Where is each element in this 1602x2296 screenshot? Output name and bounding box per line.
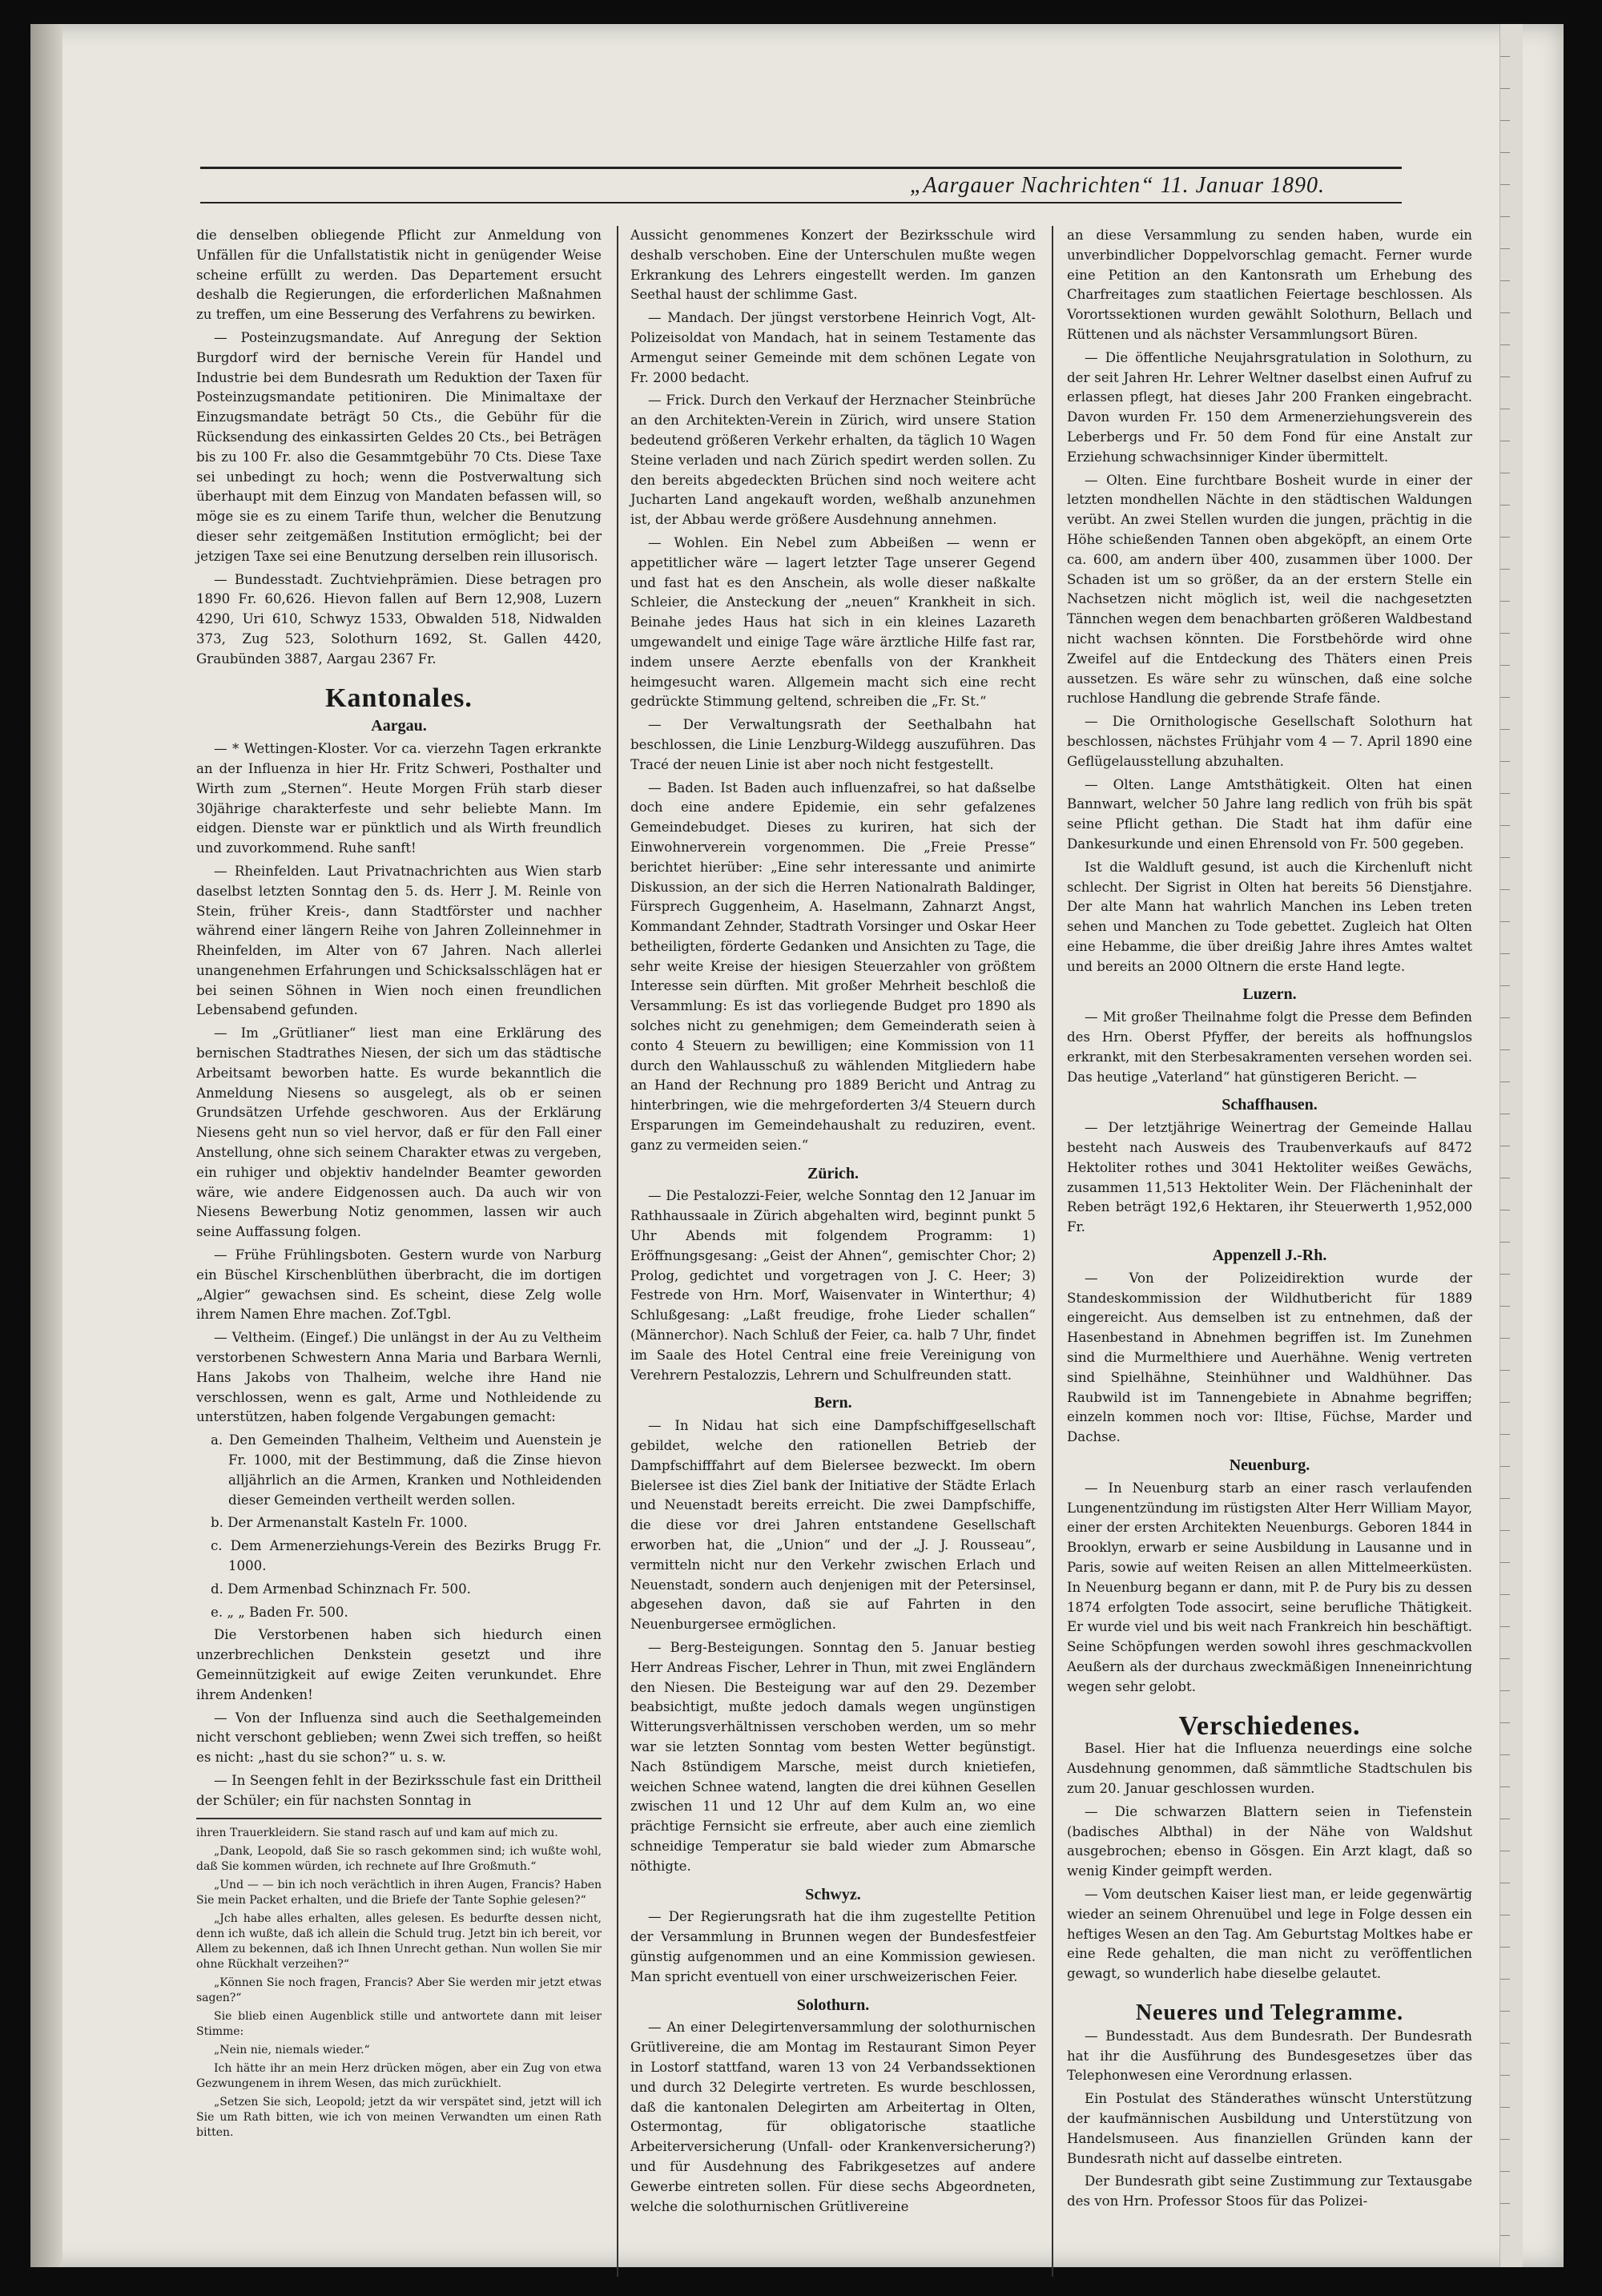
article-paragraph: — Baden. Ist Baden auch influenzafrei, so hat daßselbe doch eine andere Epidemie, ein sehr gefalzenes Gemeindebudget. Dieses zu kuriren, hat sich der Einwohnerverein vorgenommen. Die „Freie Presse“ berichtet hierüber: „Eine sehr interessante und animirte Diskussion, an der sich die Herren Nationalrath Baldinger, Fürsprech Guggenheim, A. Haselmann, Zahnarzt Angst, Kommandant Zehnder, Stadtrath Vorsinger und Oskar Heer betheiligten, förderte Gedanken und Ansichten zu Tage, die sehr weite Kreise der hiesigen Steuerzahler von größtem Interesse sein dürften. Mit großer Mehrheit beschloß die Versammlung: Es ist das vorliegende Budget pro 1890 als solches nicht zu genehmigen; dem Gemeinderath seien à conto 4 Steuern zu bewilligen; eine Kommission von 11 durch den Wahlausschuß zu wählenden Mitgliedern habe an Hand der Rechnung pro 1889 Bericht und Antrag zu hinterbringen, wie die mehrgeforderten 3/4 Steuern durch Ersparungen im Gemeindehaushalt zu reduziren, event. ganz zu vermeiden seien.“ bbox=[630, 779, 1036, 1153]
region-heading: Zürich. bbox=[807, 1164, 859, 1182]
ruler-tick bbox=[1500, 344, 1510, 345]
article-paragraph: — In Neuenburg starb an einer rasch verlaufenden Lungenentzündung im rüstigsten Alter Herr William Mayor, einer der ersten Architekten Neuenburgs. Geboren 1844 in Brooklyn, erwarb er seine Ausbildung in Lausanne und in Paris, sowie auf weiten Reisen an allen Mittelmeerküsten. In Neuenburg begann er dann, mit P. de Pury bis zu dessen 1874 erfolgten Tode associrt, seine berufliche Thätigkeit. Er wurde viel und bis weit nach Frankreich hin beschäftigt. Seine Schöpfungen werden sowohl ihres geschmackvollen Aeußern als der durchaus zweckmäßigen Inneneinrichtung wegen sehr gelobt. bbox=[1067, 1480, 1472, 1694]
bequest-item: b. Der Armenanstalt Kasteln Fr. 1000. bbox=[211, 1515, 468, 1531]
page-header bbox=[200, 167, 1402, 203]
ruler-tick bbox=[1500, 985, 1510, 986]
bequest-item: e. „ „ Baden Fr. 500. bbox=[211, 1604, 348, 1620]
header-rule-bottom bbox=[200, 202, 1402, 203]
article-paragraph: Ist die Waldluft gesund, ist auch die Kirchenluft nicht schlecht. Der Sigrist in Olten hat bereits 56 Dienstjahre. Der alte Mann hat wahrlich Manchen ins Leben treten sehen und Manchen zu Tode gebettet. Zugleich hat Olten eine Hebamme, die über dreißig Jahre ihres Amtes waltet und bereits an 2000 Oltnern die erste Hand legte. bbox=[1067, 859, 1472, 974]
ruler-tick bbox=[1500, 1306, 1510, 1307]
ruler-tick bbox=[1500, 633, 1510, 634]
feuilleton-paragraph: „Nein nie, niemals wieder.“ bbox=[214, 2043, 370, 2056]
section-heading: Neueres und Telegramme. bbox=[1135, 2000, 1404, 2025]
bequest-list bbox=[196, 1431, 602, 1622]
ruler-tick bbox=[1500, 1979, 1510, 1980]
article-paragraph: die denselben obliegende Pflicht zur Anmeldung von Unfällen für die Unfallstatistik nicht in genügender Weise scheine erfüllt zu werden. Das Departement ersucht deshalb die Regierungen, die erforderlichen Maßnahmen zu treffen, um eine Besserung des Verfahrens zu bewirken. bbox=[196, 228, 602, 323]
ruler-tick bbox=[1500, 312, 1510, 313]
ruler-tick bbox=[1500, 152, 1510, 153]
ruler-tick bbox=[1500, 2171, 1510, 2172]
ruler-tick bbox=[1500, 569, 1510, 570]
article-paragraph: — Berg-Besteigungen. Sonntag den 5. Januar bestieg Herr Andreas Fischer, Lehrer in Thun, mit zwei Engländern den Niesen. Die Besteigung war auf den 29. Dezember beabsichtigt, mußte jedoch damals wegen ungünstigen Witterungsverhältnissen verschoben werden, um so mehr war sie letzten Sonntag vom besten Wetter begünstigt. Nach 8stündigem Marsche, meist durch knietiefen, weichen Schnee watend, langten die drei kühnen Gesellen zwischen 11 und 12 Uhr auf dem Kulm an, wo eine prächtige Fernsicht sie erfreute, aber auch eine ziemlich schneidige Temperatur sie bald wieder zum Abmarsche nöthigte. bbox=[630, 1639, 1036, 1874]
ruler-tick bbox=[1500, 537, 1510, 538]
ruler-tick bbox=[1500, 921, 1510, 922]
article-paragraph: an diese Versammlung zu senden haben, wurde ein unverbindlicher Doppelvorschlag gemacht. Ferner wurde eine Petition an den Kantonsrath um Erhebung des Charfreitages zum staatlichen Feiertage beschlossen. Als Vorortssektionen wurden gewählt Solothurn, Bellach und Rüttenen und als nächster Versammlungsort Büren. bbox=[1067, 228, 1472, 342]
article-paragraph: — In Seengen fehlt in der Bezirksschule fast ein Drittheil der Schüler; ein für nachsten Sonntag in bbox=[196, 1772, 602, 1808]
column-separator-1 bbox=[617, 226, 618, 2277]
ruler-tick bbox=[1500, 1786, 1510, 1787]
article-paragraph: — An einer Delegirtenversammlung der solothurnischen Grütlivereine, die am Montag im Restaurant Simon Peyer in Lostorf stattfand, waren 13 von 24 Verbandssektionen und durch 32 Delegirte vertreten. Es wurde beschlossen, daß die kantonalen Delegirten am Arbeitertag in Olten, Ostermontag, für obligatorische staatliche Arbeiterversicherung (Unfall- oder Krankenversicherung?) und für Ausdehnung des Fabrikgesetzes auf andere Gewerbe eintreten sollen. Für diese sechs Abgeordneten, welche die solothurnischen Grütlivereine bbox=[630, 2020, 1036, 2214]
binding-shadow bbox=[30, 24, 62, 2267]
article-paragraph: — Der letztjährige Weinertrag der Gemeinde Hallau besteht nach Ausweis des Traubenverkaufs auf 8472 Hektoliter rothes und 3041 Hektoliter weißes Gewächs, zusammen 11,513 Hektoliter Wein. Der Flächeninhalt der Reben beträgt 192,6 Hektaren, ihr Steuerwerth 1,952,000 Fr. bbox=[1067, 1120, 1472, 1235]
ruler-tick bbox=[1500, 1274, 1510, 1275]
region-heading: Schaffhausen. bbox=[1222, 1096, 1318, 1114]
ruler-tick bbox=[1500, 1402, 1510, 1403]
ruler-tick bbox=[1500, 56, 1510, 57]
feuilleton-rule bbox=[196, 1818, 602, 1819]
column-separator-2 bbox=[1052, 226, 1053, 2277]
ruler-tick bbox=[1500, 665, 1510, 666]
article-paragraph: Der Bundesrath gibt seine Zustimmung zur Textausgabe des von Hrn. Professor Stoos für das Polizei- bbox=[1067, 2173, 1472, 2209]
ruler-tick bbox=[1500, 2075, 1510, 2076]
ruler-tick bbox=[1500, 2235, 1510, 2236]
article-paragraph: — Veltheim. (Eingef.) Die unlängst in der Au zu Veltheim verstorbenen Schwestern Anna Maria und Barbara Wernli, Hans Jakobs von Thalheim, welche ihre Hand nie verschlossen, wenn es galt, Arme und Nothleidende zu unterstützen, haben folgende Vergabungen gemacht: bbox=[196, 1330, 602, 1425]
column-1 bbox=[196, 226, 602, 2144]
ruler-tick bbox=[1500, 88, 1510, 89]
ruler-tick bbox=[1500, 248, 1510, 249]
article-paragraph: — Von der Influenza sind auch die Seethalgemeinden nicht verschont geblieben; wenn Zwei sich treffen, so heißt es nicht: „hast du sie schon?“ u. s. w. bbox=[196, 1710, 602, 1766]
feuilleton-paragraph: „Können Sie noch fragen, Francis? Aber Sie werden mir jetzt etwas sagen?“ bbox=[196, 1976, 602, 2004]
feuilleton-paragraph: Sie blieb einen Augenblick stille und antwortete dann mit leiser Stimme: bbox=[196, 2009, 602, 2038]
article-paragraph: — Olten. Lange Amtsthätigkeit. Olten hat einen Bannwart, welcher 50 Jahre lang redlich von früh bis spät seine Pflicht gethan. Die Stadt hat ihm dafür eine Dankesurkunde und einen Ehrensold von Fr. 500 gegeben. bbox=[1067, 776, 1472, 852]
ruler-tick bbox=[1500, 1242, 1510, 1243]
article-paragraph: — Die Ornithologische Gesellschaft Solothurn hat beschlossen, nächstes Frühjahr vom 4 — 7. April 1890 eine Geflügelausstellung abzuhalten. bbox=[1067, 714, 1472, 769]
ruler-tick bbox=[1500, 1626, 1510, 1627]
article-paragraph: — Rheinfelden. Laut Privatnachrichten aus Wien starb daselbst letzten Sonntag den 5. ds. Herr J. M. Reinle von Stein, früher Kreis-, dann Stadtförster und nachher während einer längern Reihe von Jahren Zolleinnehmer in Rheinfelden, im Alter von 67 Jahren. Nach allerlei unangenehmen Erfahrungen und Schicksalsschlägen hat er bei seinen Söhnen in Wien noch einen freundlichen Lebensabend gefunden. bbox=[196, 863, 602, 1018]
ruler-tick bbox=[1500, 1754, 1510, 1755]
ruler-tick bbox=[1500, 601, 1510, 602]
article-paragraph: — Die schwarzen Blattern seien in Tiefenstein (badisches Albthal) in der Nähe von Waldshut ausgebrochen; ebenso in Gösgen. Ein Arzt klagt, daß so wenig Kinder geimpft werden. bbox=[1067, 1803, 1472, 1879]
region-heading: Luzern. bbox=[1242, 985, 1297, 1004]
region-heading: Neuenburg. bbox=[1229, 1456, 1310, 1475]
feuilleton-paragraph: ihren Trauerkleidern. Sie stand rasch auf und kam auf mich zu. bbox=[196, 1826, 558, 1839]
article-paragraph: — * Wettingen-Kloster. Vor ca. vierzehn Tagen erkrankte an der Influenza in hier Hr. Fritz Schweri, Posthalter und Wirth zum „Sternen“. Heute Morgen Früh starb dieser 30jährige charakterfeste und sehr beliebte Mann. Im eidgen. Dienste war er pünktlich und als Wirth freundlich und zuvorkommend. Ruhe sanft! bbox=[196, 741, 602, 856]
ruler-tick bbox=[1500, 1658, 1510, 1659]
ruler-tick bbox=[1500, 2043, 1510, 2044]
ruler-tick bbox=[1500, 1530, 1510, 1531]
article-paragraph: — Bundesstadt. Aus dem Bundesrath. Der Bundesrath hat ihr die Ausführung des Bundesgesetzes über das Telephonwesen eine Verordnung erlassen. bbox=[1067, 2028, 1472, 2084]
ruler-tick bbox=[1500, 1594, 1510, 1595]
ruler-tick bbox=[1500, 697, 1510, 698]
ruler-tick bbox=[1500, 1722, 1510, 1723]
article-paragraph: — Der Verwaltungsrath der Seethalbahn hat beschlossen, die Linie Lenzburg-Wildegg auszuführen. Das Tracé der neuen Linie ist aber noch nicht festgestellt. bbox=[630, 717, 1036, 772]
article-paragraph: Basel. Hier hat die Influenza neuerdings eine solche Ausdehnung genommen, daß sämmtliche Stadtschulen bis zum 20. Januar geschlossen wurden. bbox=[1067, 1741, 1472, 1796]
article-paragraph: — Von der Polizeidirektion wurde der Standeskommission der Wildhutbericht für 1889 eingereicht. Aus demselben ist zu entnehmen, daß der Hasenbestand in Abnehmen begriffen ist. Im Zunehmen sind die Murmelthiere und Auerhähne. Wenig vertreten sind Spielhähne, Steinhühner und Waldhühner. Das Raubwild ist im Tannengebiete in Abnahme begriffen; einzeln kommen noch vor: Iltise, Füchse, Marder und Dachse. bbox=[1067, 1270, 1472, 1445]
column-2 bbox=[630, 226, 1036, 2220]
ruler-tick bbox=[1500, 184, 1510, 185]
ruler-tick bbox=[1500, 2107, 1510, 2108]
bequest-item: a. Den Gemeinden Thalheim, Veltheim und Auenstein je Fr. 1000, mit der Bestimmung, daß die Zinse hievon alljährlich an die Armen, Kranken und Nothleidenden dieser Gemeinden vertheilt werden sollen. bbox=[211, 1432, 602, 1508]
ruler-tick bbox=[1500, 857, 1510, 858]
feuilleton-paragraph: Ich hätte ihr an mein Herz drücken mögen, aber ein Zug von etwa Gezwungenem in ihrem Wesen, das mich zurückhielt. bbox=[196, 2061, 602, 2090]
ruler-tick bbox=[1500, 1498, 1510, 1499]
feuilleton-paragraph: „Jch habe alles erhalten, alles gelesen. Es bedurfte dessen nicht, denn ich wußte, daß ich allein die Schuld trug. Jetzt bin ich bereit, vor Allem zu bekennen, daß ich Ihnen Unrecht gethan. Nun wollen Sie mir ohne Rückhalt verzeihen?“ bbox=[196, 1911, 602, 1971]
ruler-tick bbox=[1500, 280, 1510, 281]
feuilleton-paragraph: „Und — — bin ich noch verächtlich in ihren Augen, Francis? Haben Sie mein Packet erhalten, und die Briefe der Tante Sophie gelesen?“ bbox=[196, 1878, 602, 1907]
article-paragraph: — Frick. Durch den Verkauf der Herznacher Steinbrüche an den Architekten-Verein in Zürich, wird unsere Station bedeutend größeren Verkehr erhalten, da täglich 10 Wagen Steine verladen und nach Zürich spedirt werden sollen. Zu den bereits abgedeckten Brüchen sind noch weitere acht Jucharten Land angekauft worden, weßhalb anzunehmen ist, der Abbau werde größere Ausdehnung annehmen. bbox=[630, 393, 1036, 528]
feuilleton bbox=[196, 1826, 602, 2141]
article-paragraph: — Mit großer Theilnahme folgt die Presse dem Befinden des Hrn. Oberst Pfyffer, der bereits als hoffnungslos erkrankt, mit den Sterbesakramenten versehen worden sei. Das heutige „Vaterland“ hat günstigeren Bericht. — bbox=[1067, 1009, 1472, 1085]
article-paragraph: — Die Pestalozzi-Feier, welche Sonntag den 12 Januar im Rathhaussaale in Zürich abgehalten wird, beginnt punkt 5 Uhr Abends mit folgendem Programm: 1) Eröffnungsgesang: „Geist der Ahnen“, gemischter Chor; 2) Prolog, gedichtet und vorgetragen von J. C. Heer; 3) Festrede von Hrn. Morf, Waisenvater in Winterthur; 4) Schlußgesang: „Laßt freudige, frohe Lieder schallen“ (Männerchor). Nach Schluß der Feier, ca. halb 7 Uhr, findet im Saale des Hotel Central eine freie Vereinigung von Verehrern Pestalozzis, Lehrern und Schulfreunden statt. bbox=[630, 1188, 1036, 1383]
article-paragraph: — Olten. Eine furchtbare Bosheit wurde in einer der letzten mondhellen Nächte in den städtischen Waldungen verübt. An zwei Stellen wurden die jungen, prächtig in die Höhe schießenden Tannen oben abgeköpft, an einem Orte ca. 600, am andern über 400, zusammen über 1000. Der Schaden ist um so größer, da an der erstern Stelle ein Nachsetzen nicht möglich ist, weil die nachgesetzten Tännchen wegen dem benachbarten größeren Waldbestand nicht wachsen könnten. Die Forstbehörde wird ohne Zweifel auf die Entdeckung des Thäters einen Preis aussetzen. Es wäre sehr zu wünschen, daß eine solche ruchlose Handlung die gebrende Strafe fände. bbox=[1067, 472, 1472, 707]
article-paragraph: Ein Postulat des Ständerathes wünscht Unterstützung der kaufmännischen Ausbildung und Unterstützung von Handelsmuseen. Aus finanziellen Gründen kann der Bundesrath nicht auf dasselbe eintreten. bbox=[1067, 2091, 1472, 2166]
ruler-tick bbox=[1500, 1017, 1510, 1018]
ruler-tick bbox=[1500, 505, 1510, 506]
ruler-tick bbox=[1500, 729, 1510, 730]
ruler-tick bbox=[1500, 2203, 1510, 2204]
region-heading: Bern. bbox=[814, 1394, 852, 1412]
article-paragraph: Die Verstorbenen haben sich hiedurch einen unzerbrechlichen Denkstein gesetzt und ihre Gemeinnützigkeit auf ewige Zeiten verunkundet. Ehre ihrem Andenken! bbox=[196, 1627, 602, 1702]
region-heading: Solothurn. bbox=[796, 1996, 870, 2014]
article-paragraph: — Wohlen. Ein Nebel zum Abbeißen — wenn er appetitlicher wäre — lagert letzter Tage unserer Gegend und fast hat es den Anschein, als wolle dieser naßkalte Schleier, die Ansteckung der „neuen“ Krankheit in sich. Beinahe jedes Haus hat sich in ein kleines Lazareth umgewandelt und einige Tage wäre ärztliche Hilfe fast rar, indem unsere Aerzte ebenfalls von der Krankheit heimgesucht waren. Allgemein macht sich eine recht gedrückte Stimmung geltend, schreiben die „Fr. St.“ bbox=[630, 534, 1036, 710]
ruler-tick bbox=[1500, 120, 1510, 121]
header-rule-top bbox=[200, 167, 1402, 169]
bequest-item: d. Dem Armenbad Schinznach Fr. 500. bbox=[211, 1581, 471, 1597]
feuilleton-paragraph: „Setzen Sie sich, Leopold; jetzt da wir verspätet sind, jetzt will ich Sie um Rath bitten, wie ich von meinen Verwandten um einen Rath bitten. bbox=[196, 2095, 602, 2139]
article-paragraph: — Bundesstadt. Zuchtviehprämien. Diese betragen pro 1890 Fr. 60,626. Hievon fallen auf Bern 12,908, Luzern 4290, Uri 610, Schwyz 1533, Obwalden 518, Nidwalden 373, Zug 523, Solothurn 1692, St. Gallen 4420, Graubünden 3887, Aargau 2367 Fr. bbox=[196, 571, 602, 667]
article-paragraph: Aussicht genommenes Konzert der Bezirksschule wird deshalb verschoben. Eine der Unterschulen mußte wegen Erkrankung des Lehrers eingestellt werden. Im ganzen Seethal haust der schlimme Gast. bbox=[630, 228, 1036, 303]
ruler-tick bbox=[1500, 1370, 1510, 1371]
region-heading: Schwyz. bbox=[805, 1885, 861, 1903]
ruler-tick bbox=[1500, 1466, 1510, 1467]
article-paragraph: — Frühe Frühlingsboten. Gestern wurde von Narburg ein Büschel Kirschenblüthen überbracht, die im dortigen „Algier“ gewachsen sind. Es scheint, diese Zelg wolle ihrem Namen Ehre machen. Zof.Tgbl. bbox=[196, 1247, 602, 1323]
article-paragraph: — Posteinzugsmandate. Auf Anregung der Sektion Burgdorf wird der bernische Verein für Handel und Industrie bei dem Bundesrath um Reduktion der Taxen für Posteinzugsmandate petitioniren. Die Minimaltaxe der Einzugsmandate beträgt 50 Cts., die Gebühr für die Rücksendung des einkassirten Geldes 20 Cts., bei Beträgen bis zu 100 Fr. also die Gesammtgebühr 70 Cts. Diese Taxe sei unbedingt zu hoch; wenn die Postverwaltung sich überhaupt mit dem Einzug von Mandaten befassen will, so möge sie es zu einem Tarife thun, welcher die Benutzung dieser sehr zeitgemäßen Institution ermöglicht; bei der jetzigen Taxe sei eine Benutzung derselben rein illusorisch. bbox=[196, 329, 602, 564]
ruler-tick bbox=[1500, 793, 1510, 794]
ruler-tick bbox=[1500, 1049, 1510, 1050]
section-heading: Kantonales. bbox=[325, 683, 473, 713]
ruler-tick bbox=[1500, 1690, 1510, 1691]
header-title: „Aargauer Nachrichten“ 11. Januar 1890. bbox=[909, 173, 1325, 198]
ruler-tick bbox=[1500, 1338, 1510, 1339]
ruler-tick bbox=[1500, 216, 1510, 217]
ruler-tick bbox=[1500, 2011, 1510, 2012]
ruler-tick bbox=[1500, 1562, 1510, 1563]
ruler-tick bbox=[1500, 2139, 1510, 2140]
ruler-tick bbox=[1500, 825, 1510, 826]
article-paragraph: — Der Regierungsrath hat die ihm zugestellte Petition der Versammlung in Brunnen wegen der Bundesfestfeier günstig aufgenommen und an eine Kommission gewiesen. Man spricht eventuell von einer urschweizerischen Feier. bbox=[630, 1909, 1036, 1984]
article-paragraph: — Mandach. Der jüngst verstorbene Heinrich Vogt, Alt-Polizeisoldat von Mandach, hat in seinem Testamente das Armengut seiner Gemeinde mit dem schönen Legate von Fr. 2000 bedacht. bbox=[630, 310, 1036, 385]
region-heading: Aargau. bbox=[371, 717, 427, 735]
section-heading: Verschiedenes. bbox=[1178, 1710, 1361, 1741]
region-heading: Appenzell J.-Rh. bbox=[1212, 1247, 1327, 1265]
article-paragraph: — Die öffentliche Neujahrsgratulation in Solothurn, zu der seit Jahren Hr. Lehrer Weltner daselbst einen Aufruf zu erlassen pflegt, hat dieses Jahr 200 Franken eingebracht. Davon wurden Fr. 150 dem Armenerziehungsverein des Leberbergs und Fr. 50 dem Fond für eine Anstalt zur Erziehung schwachsinniger Kinder übermittelt. bbox=[1067, 349, 1472, 465]
ruler-tick bbox=[1500, 761, 1510, 762]
ruler-tick bbox=[1500, 1434, 1510, 1435]
column-3 bbox=[1067, 226, 1472, 2215]
ruler-tick bbox=[1500, 953, 1510, 954]
article-paragraph: — Vom deutschen Kaiser liest man, er leide gegenwärtig wieder an seinem Ohrenuübel und lege in Folge dessen ein heftiges Wesen an den Tag. Am Geburtstag Moltkes habe er eine Rede gehalten, die man nicht zu veröffentlichen gewagt, so wunderlich habe dieselbe gelautet. bbox=[1067, 1886, 1472, 1982]
edge-ruler bbox=[1499, 24, 1523, 2267]
ruler-tick bbox=[1500, 1947, 1510, 1948]
feuilleton-paragraph: „Dank, Leopold, daß Sie so rasch gekommen sind; ich wußte wohl, daß Sie kommen würden, ich rechnete auf Ihre Großmuth.“ bbox=[196, 1844, 602, 1873]
article-paragraph: — In Nidau hat sich eine Dampfschiffgesellschaft gebildet, welche den rationellen Betrieb der Dampfschifffahrt auf dem Bielersee bezweckt. Im obern Bielersee ist dies Ziel bank der Initiative der Städte Erlach und Neuenstadt bereits erreicht. Die zwei Dampfschiffe, die diese vor drei Jahren entstandene Gesellschaft erworben hat, die „Union“ und der „J. J. Rousseau“, vermitteln nicht nur den Verkehr zwischen Erlach und Neuenstadt, sondern auch denjenigen mit der Petersinsel, abgesehen davon, daß sie auf Fahrten in den Neuenburgersee ermöglichen. bbox=[630, 1418, 1036, 1633]
ruler-tick bbox=[1500, 889, 1510, 890]
article-paragraph: — Im „Grütlianer“ liest man eine Erklärung des bernischen Stadtrathes Niesen, der sich um das städtische Arbeitsamt beworben hatte. Es wurde bekanntlich die Anmeldung Niesens so ausgelegt, als ob er seinen Grundsätzen Urfehde geschworen. Aus der Erklärung Niesens geht nun so viel hervor, daß er für den Fall einer Anstellung, ohne sich seinem Charakter etwas zu vergeben, ein ruhiger und objektiv handelnder Beamter geworden wäre, wie andere Eidgenossen auch. Da auch wir von Niesens Bewerbung Notiz genommen, lassen wir auch seine Auffassung folgen. bbox=[196, 1025, 602, 1240]
bequest-item: c. Dem Armenerziehungs-Verein des Bezirks Brugg Fr. 1000. bbox=[211, 1538, 602, 1573]
